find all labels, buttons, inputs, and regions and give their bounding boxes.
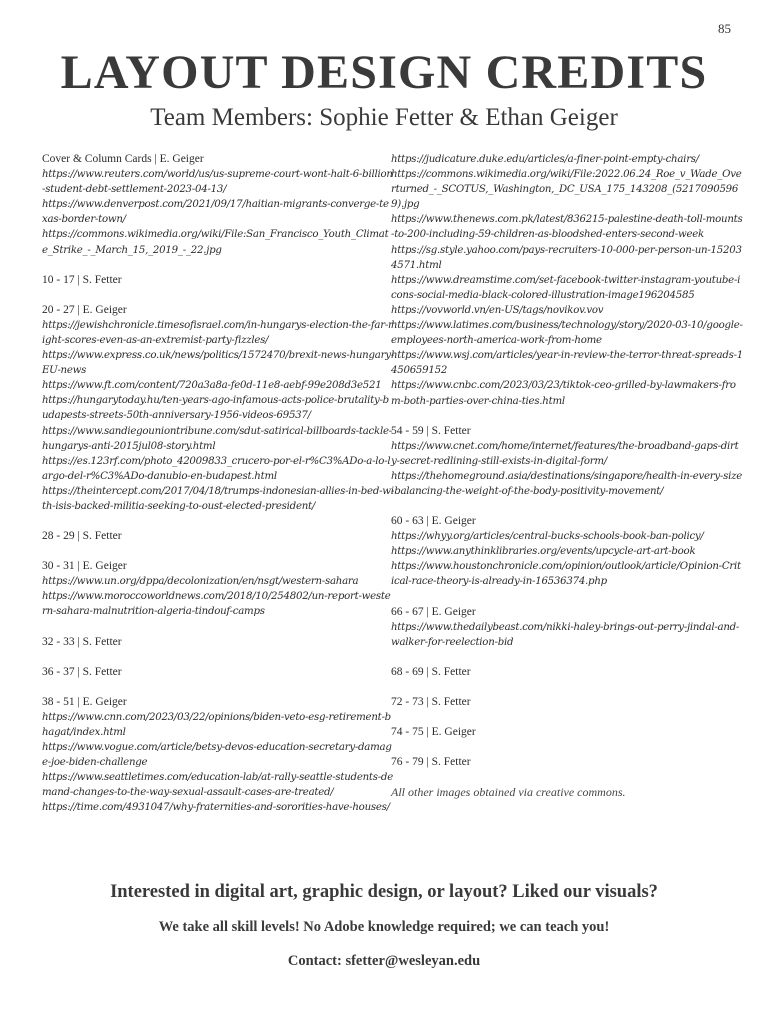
credit-url[interactable]: https://www.reuters.com/world/us/us-supreme-court-wont-halt-6-billion-student-debt-settlement-2023-04-13/ (42, 169, 393, 196)
page-title: LAYOUT DESIGN CREDITS (60, 46, 708, 99)
credit-heading: 36 - 37 | S. Fetter (42, 665, 122, 678)
credit-heading: 20 - 27 | E. Geiger (42, 303, 127, 316)
credit-url[interactable]: https://www.moroccoworldnews.com/2018/10/254802/un-report-western-sahara-malnutrition-algeria-tindouf-camps (42, 591, 391, 618)
credit-url[interactable]: https://www.latimes.com/business/technology/story/2020-03-10/google-employees-north-america-work-from-home (391, 320, 743, 347)
credit-url[interactable]: https://www.sandiegouniontribune.com/sdut-satirical-billboards-tackle-hungarys-anti-2015jul08-story.html (42, 425, 392, 452)
credit-block (42, 635, 394, 650)
credit-url[interactable]: https://www.cnn.com/2023/03/22/opinions/biden-veto-esg-retirement-bhagat/index.html (42, 711, 391, 738)
credit-url[interactable]: https://www.dreamstime.com/set-facebook-twitter-instagram-youtube-icons-social-media-black-colored-illustration-image196204585 (391, 274, 741, 301)
credit-heading: 38 - 51 | E. Geiger (42, 695, 127, 708)
closing-note: All other images obtained via creative commons. (391, 785, 626, 800)
page-number: 85 (718, 21, 731, 36)
cta-headline: Interested in digital art, graphic design, or layout? Liked our visuals? (110, 882, 658, 902)
credit-heading: 54 - 59 | S. Fetter (391, 424, 471, 437)
credit-block (42, 695, 394, 816)
credit-url[interactable]: https://time.com/4931047/why-fraternities-and-sororities-have-houses/ (42, 802, 390, 814)
credit-url[interactable]: https://thehomeground.asia/destinations/singapore/health-in-every-size-balancing-the-weight-of-the-body-positivity-movement/ (391, 470, 742, 497)
credit-url[interactable]: https://www.un.org/dppa/decolonization/en/nsgt/western-sahara (42, 576, 359, 588)
credit-heading: 10 - 17 | S. Fetter (42, 273, 122, 286)
credit-url[interactable]: https://www.wsj.com/articles/year-in-review-the-terror-threat-spreads-1450659152 (391, 350, 743, 377)
credit-block (391, 605, 743, 650)
credit-heading: 76 - 79 | S. Fetter (391, 756, 471, 769)
credit-url[interactable]: https://www.thenews.com.pk/latest/836215-palestine-death-toll-mounts-to-200-including-59-children-as-bloodshed-enters-second-week (391, 214, 743, 241)
credit-heading: 74 - 75 | E. Geiger (391, 726, 476, 738)
credit-block (391, 152, 743, 409)
credit-block (42, 152, 394, 258)
credit-block (391, 725, 743, 740)
credit-heading: 72 - 73 | S. Fetter (391, 695, 471, 708)
credit-block (42, 273, 394, 288)
credit-heading: Cover & Column Cards | E. Geiger (42, 153, 204, 165)
credit-block (42, 665, 394, 680)
credit-url[interactable]: https://www.seattletimes.com/education-lab/at-rally-seattle-students-demand-changes-to-the-way-sexual-assault-cases-are-treated/ (42, 772, 393, 799)
credit-url[interactable]: https://commons.wikimedia.org/wiki/File:2022.06.24_Roe_v_Wade_Overturned_-_SCOTUS,_Washington,_DC_USA_175_143208_(52170905969).jpg (391, 169, 742, 211)
credit-url[interactable]: https://sg.style.yahoo.com/pays-recruiters-10-000-per-person-un-152034571.html (391, 244, 742, 271)
credit-block (391, 695, 743, 710)
credit-block (391, 514, 743, 589)
credit-heading: 68 - 69 | S. Fetter (391, 665, 471, 678)
credit-url[interactable]: https://www.express.co.uk/news/politics/1572470/brexit-news-hungary-EU-news (42, 350, 394, 377)
credit-heading: 60 - 63 | E. Geiger (391, 515, 476, 528)
credit-block (42, 559, 394, 619)
credits-left-column (42, 152, 394, 830)
credit-url[interactable]: https://es.123rf.com/photo_42009833_crucero-por-el-r%C3%ADo-a-lo-largo-del-r%C3%ADo-danubio-en-budapest.html (42, 455, 391, 482)
credit-block (391, 665, 743, 680)
credit-heading: 32 - 33 | S. Fetter (42, 635, 122, 648)
credit-heading: 30 - 31 | E. Geiger (42, 560, 127, 573)
page-subtitle: Team Members: Sophie Fetter & Ethan Geiger (150, 104, 618, 131)
credit-block (42, 529, 394, 544)
credit-url[interactable]: https://www.ft.com/content/720a3a8a-fe0d-11e8-aebf-99e208d3e521 (42, 380, 382, 392)
credit-url[interactable]: https://commons.wikimedia.org/wiki/File:San_Francisco_Youth_Climate_Strike_-_March_15,_2019_-_22.jpg (42, 229, 389, 256)
credit-url[interactable]: https://www.denverpost.com/2021/09/17/haitian-migrants-converge-texas-border-town/ (42, 199, 389, 226)
credit-url[interactable]: https://judicature.duke.edu/articles/a-finer-point-empty-chairs/ (391, 154, 699, 165)
credits-right-column (391, 152, 743, 800)
credit-url[interactable]: https://hungarytoday.hu/ten-years-ago-infamous-acts-police-brutality-budapests-streets-50th-anniversary-1956-videos-69537/ (42, 395, 389, 422)
contact-line: Contact: sfetter@wesleyan.edu (287, 953, 481, 969)
credit-heading: 28 - 29 | S. Fetter (42, 530, 122, 543)
credit-url[interactable]: https://vovworld.vn/en-US/tags/novikov.vov (391, 304, 604, 316)
credit-url[interactable]: https://www.thedailybeast.com/nikki-haley-brings-out-perry-jindal-and-walker-for-reelection-bid (391, 621, 740, 648)
credit-url[interactable]: https://www.cnet.com/home/internet/features/the-broadband-gaps-dirty-secret-redlining-still-exists-in-digital-form/ (391, 440, 739, 467)
cta-subline: We take all skill levels! No Adobe knowledge required; we can teach you! (158, 919, 610, 935)
credit-heading: 66 - 67 | E. Geiger (391, 605, 476, 618)
credit-url[interactable]: https://www.anythinklibraries.org/events/upcycle-art-art-book (391, 546, 696, 558)
credit-url[interactable]: https://www.vogue.com/article/betsy-devos-education-secretary-damage-joe-biden-challenge (42, 742, 392, 769)
credit-block (42, 303, 394, 514)
credit-url[interactable]: https://www.cnbc.com/2023/03/23/tiktok-ceo-grilled-by-lawmakers-from-both-parties-over-china-ties.html (391, 380, 736, 407)
credit-url[interactable]: https://theintercept.com/2017/04/18/trumps-indonesian-allies-in-bed-with-isis-backed-militia-seeking-to-oust-elected-president/ (42, 485, 394, 512)
credit-block (391, 424, 743, 499)
credit-url[interactable]: https://jewishchronicle.timesofisrael.com/in-hungarys-election-the-far-right-scores-even-as-an-extremist-party-fizzles/ (42, 319, 393, 346)
credit-url[interactable]: https://whyy.org/articles/central-bucks-schools-book-ban-policy/ (391, 531, 704, 543)
credit-block (391, 755, 743, 770)
credit-url[interactable]: https://www.houstonchronicle.com/opinion/outlook/article/Opinion-Critical-race-theory-is-already-in-16536374.php (391, 561, 741, 588)
